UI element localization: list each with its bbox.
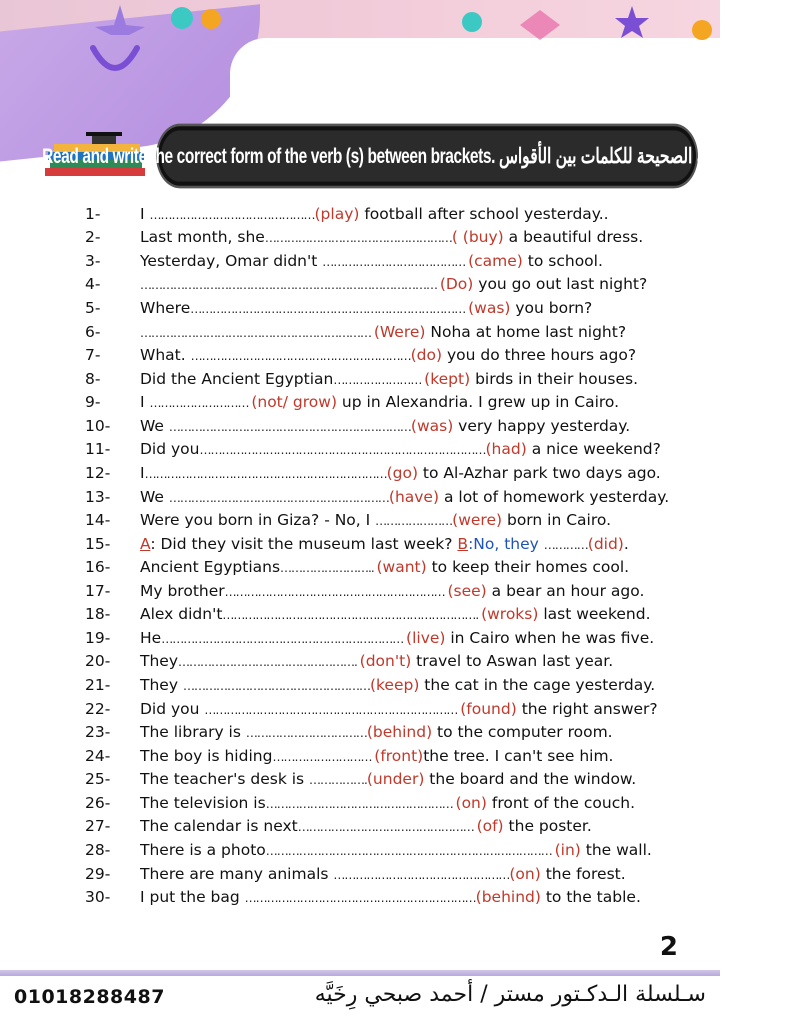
sentence-end: in Cairo when he was five.	[445, 628, 655, 647]
sentence-end: the wall.	[580, 840, 652, 859]
sentence-start: We	[140, 416, 169, 435]
verb-hint: (Were)	[373, 322, 426, 341]
exercise-row	[85, 650, 695, 674]
sentence-start: We	[140, 487, 169, 506]
answer-blank[interactable]: ……………………………………………………………………	[199, 443, 486, 458]
sentence-start: Where	[140, 299, 191, 318]
item-number: 17-	[85, 581, 111, 600]
verb-hint: (behind)	[475, 888, 541, 907]
star-icon	[95, 5, 145, 35]
item-number: 15-	[85, 534, 111, 553]
answer-blank[interactable]: ……………………………………………	[182, 679, 370, 694]
page-number: 2	[659, 932, 678, 962]
answer-blank[interactable]: ……………………………………………	[264, 231, 452, 246]
sentence-end: born in Cairo.	[502, 511, 612, 530]
answer-blank[interactable]: ………………………	[149, 396, 252, 411]
sentence-end: the board and the window.	[424, 770, 637, 789]
verb-hint: (on)	[509, 864, 541, 883]
sentence-start: He	[140, 628, 162, 647]
item-number: 13-	[85, 487, 111, 506]
answer-blank[interactable]: ………………………	[272, 749, 375, 764]
exercise-row	[85, 414, 695, 438]
answer-blank[interactable]: ………………………………………	[149, 207, 315, 222]
exercise-row	[85, 508, 695, 532]
exercise-row	[85, 296, 695, 320]
item-number: 12-	[85, 463, 111, 482]
item-number: 16-	[85, 558, 111, 577]
exercise-row	[85, 532, 695, 556]
item-number: 18-	[85, 605, 111, 624]
speaker-a-label: A	[140, 534, 151, 553]
circle-icon	[690, 18, 714, 42]
item-number: 23-	[85, 723, 111, 742]
sentence-start: There is a photo	[140, 840, 266, 859]
sentence-start: The library is	[140, 723, 246, 742]
exercise-row	[85, 768, 695, 792]
verb-hint: (wroks)	[481, 605, 539, 624]
sentence-start: Alex didn't	[140, 605, 223, 624]
answer-blank[interactable]: …………………………………………………………	[168, 419, 411, 434]
exercise-row	[85, 862, 695, 886]
exercise-row	[85, 343, 695, 367]
sentence-end: to the table.	[540, 888, 641, 907]
verb-hint: (see)	[447, 581, 487, 600]
sentence-start: What.	[140, 346, 191, 365]
answer-blank[interactable]: …………………………………………………………….	[222, 608, 482, 623]
sentence-start: I	[140, 393, 150, 412]
item-number: 21-	[85, 676, 111, 695]
item-number: 29-	[85, 864, 111, 883]
exercise-row	[85, 673, 695, 697]
sentence-start: My brother	[140, 581, 225, 600]
item-number: 5-	[85, 299, 101, 318]
item-number: 4-	[85, 275, 101, 294]
exercise-row	[85, 461, 695, 485]
verb-hint: (keep)	[369, 676, 420, 695]
verb-hint: (live)	[406, 628, 446, 647]
sentence-start: The teacher's desk is	[140, 770, 310, 789]
sentence-start: I put the bag	[140, 888, 245, 907]
sentence-end: very happy yesterday.	[453, 416, 631, 435]
item-number: 24-	[85, 746, 111, 765]
verb-hint: (did)	[587, 534, 624, 553]
sentence-end: the tree. I can't see him.	[423, 746, 614, 765]
circle-icon	[460, 10, 484, 34]
answer-blank[interactable]: ………………………………………………………………………	[140, 278, 440, 293]
question-text: : Did they visit the museum last week?	[150, 534, 458, 553]
sentence-end: last weekend.	[538, 605, 651, 624]
exercise-row	[85, 367, 695, 391]
verb-hint: (in)	[554, 840, 581, 859]
circle-icon	[200, 8, 222, 30]
circle-icon	[170, 6, 194, 30]
sentence-end: to keep their homes cool.	[426, 558, 630, 577]
answer-blank[interactable]: …………………………………………	[333, 867, 510, 882]
item-number: 30-	[85, 888, 111, 907]
exercise-row	[85, 202, 695, 226]
sentence-start: Ancient Egyptians	[140, 558, 281, 577]
exercise-row	[85, 320, 695, 344]
sentence-start: Did the Ancient Egyptian	[140, 369, 334, 388]
exercise-row	[85, 555, 695, 579]
sentence-end: the right answer?	[516, 699, 658, 718]
verb-hint: (had)	[485, 440, 527, 459]
footer	[0, 976, 720, 1019]
sentence-end: to Al-Azhar park two days ago.	[418, 463, 661, 482]
item-number: 26-	[85, 793, 111, 812]
item-number: 7-	[85, 346, 101, 365]
answer-blank[interactable]: ………………………………………………………	[140, 325, 374, 340]
item-number: 25-	[85, 770, 111, 789]
item-number: 20-	[85, 652, 111, 671]
verb-hint: ( (buy)	[451, 228, 504, 247]
sentence-end: front of the couch.	[486, 793, 635, 812]
diamond-icon	[520, 10, 560, 40]
sentence-start: The calendar is next	[140, 817, 298, 836]
verb-hint: (want)	[376, 558, 427, 577]
sentence-end: you go out last night?	[473, 275, 648, 294]
exercise-row	[85, 226, 695, 250]
sentence-end: a bear an hour ago.	[486, 581, 645, 600]
answer-blank[interactable]: …………………………………………………………………	[190, 302, 469, 317]
exercise-row	[85, 697, 695, 721]
verb-hint: (found)	[460, 699, 517, 718]
sentence-end: to the computer room.	[432, 723, 613, 742]
exercise-row	[85, 626, 695, 650]
smile-arc-icon	[85, 40, 145, 80]
sentence-start: The boy is hiding	[140, 746, 273, 765]
sentence-end: you do three hours ago?	[442, 346, 637, 365]
exercise-row	[85, 815, 695, 839]
sentence-start: Were you born in Giza? - No, I	[140, 511, 376, 530]
sentence-end: football after school yesterday..	[359, 204, 609, 223]
verb-hint: (behind)	[366, 723, 433, 742]
speaker-b-label: B	[457, 534, 469, 553]
instruction-header	[40, 132, 812, 182]
item-number: 6-	[85, 322, 101, 341]
sentence-end: a nice weekend?	[526, 440, 661, 459]
verb-hint: (not/ grow)	[251, 393, 337, 412]
item-number: 28-	[85, 840, 111, 859]
exercise-row	[85, 391, 695, 415]
item-number: 14-	[85, 511, 111, 530]
answer-blank[interactable]: ……………………..	[280, 561, 377, 576]
sentence-end: up in Alexandria. I grew up in Cairo.	[337, 393, 620, 412]
answer-text: :No, they	[468, 534, 544, 553]
answer-blank[interactable]: …………………………………………………………	[144, 466, 387, 481]
verb-hint: (on)	[455, 793, 487, 812]
instruction-banner	[42, 126, 812, 185]
sentence-end: .	[623, 534, 629, 553]
sentence-start: Yesterday, Omar didn't	[140, 251, 323, 270]
verb-hint: (kept)	[424, 369, 471, 388]
exercise-row	[85, 603, 695, 627]
sentence-start: I	[140, 204, 150, 223]
answer-blank[interactable]: ……………………………	[245, 726, 367, 741]
answer-blank[interactable]: ……………………………………………………	[190, 349, 411, 364]
sentence-end: travel to Aswan last year.	[411, 652, 614, 671]
item-number: 19-	[85, 628, 111, 647]
exercise-row	[85, 744, 695, 768]
verb-hint: (do)	[410, 346, 443, 365]
verb-hint: (was)	[410, 416, 454, 435]
header-decoration	[0, 0, 720, 130]
sentence-start: I	[140, 463, 145, 482]
item-number: 10-	[85, 416, 111, 435]
author-name: سـلسلة الـدكـتور مستر / أحمد صبحي رِخَيَّه	[314, 982, 706, 1007]
answer-blank[interactable]: …………	[543, 537, 588, 552]
sentence-end: the poster.	[503, 817, 592, 836]
sentence-start: The television is	[140, 793, 266, 812]
sentence-start: There are many animals	[140, 864, 334, 883]
verb-hint: (have)	[388, 487, 440, 506]
answer-blank[interactable]: …………………	[375, 514, 453, 529]
answer-blank[interactable]: ……………………………………………………	[224, 584, 448, 599]
item-number: 1-	[85, 204, 101, 223]
answer-blank[interactable]: ……………………	[333, 372, 425, 387]
item-number: 27-	[85, 817, 111, 836]
answer-blank[interactable]: ……………………………………………………………………	[265, 843, 555, 858]
exercise-row	[85, 838, 695, 862]
sentence-end: a beautiful dress.	[503, 228, 644, 247]
verb-hint: (front)	[374, 746, 424, 765]
verb-hint: (play)	[314, 204, 360, 223]
exercise-row	[85, 485, 695, 509]
answer-blank[interactable]: ……………………………………………………	[168, 490, 389, 505]
verb-hint: (was)	[468, 299, 511, 318]
exercise-row	[85, 720, 695, 744]
sentence-end: Noha at home last night?	[425, 322, 627, 341]
answer-blank[interactable]: …………………………………	[322, 254, 469, 269]
sentence-start: They	[140, 652, 179, 671]
sentence-start: Last month, she	[140, 228, 265, 247]
sentence-start: Did you	[140, 440, 200, 459]
sentence-end: the forest.	[540, 864, 626, 883]
item-number: 9-	[85, 393, 101, 412]
exercise-row	[85, 438, 695, 462]
item-number: 8-	[85, 369, 101, 388]
exercise-row	[85, 885, 695, 909]
answer-blank[interactable]: …………………………………………………………	[161, 631, 407, 646]
verb-hint: (go)	[386, 463, 418, 482]
verb-hint: (came)	[468, 251, 523, 270]
answer-blank[interactable]: ………………………………………………………	[244, 891, 476, 906]
exercise-row	[85, 249, 695, 273]
exercise-row	[85, 579, 695, 603]
sentence-end: you born?	[510, 299, 593, 318]
item-number: 2-	[85, 228, 101, 247]
answer-blank[interactable]: ………………………………………….	[178, 655, 360, 670]
item-number: 22-	[85, 699, 111, 718]
sentence-end: birds in their houses.	[470, 369, 639, 388]
verb-hint: (Do)	[439, 275, 474, 294]
verb-hint: (of)	[476, 817, 504, 836]
instruction-text: Read and write the correct form of the verb (s) between brackets. اقرأ واكتب الصيغة الصحيحة للكلمات بين الأقواس	[42, 144, 812, 168]
verb-hint: (were)	[452, 511, 503, 530]
answer-blank[interactable]: ……………………………………………………………	[204, 702, 461, 717]
answer-blank[interactable]: …………………………………………	[297, 820, 477, 835]
verb-hint: (under)	[366, 770, 425, 789]
sentence-start: Did you	[140, 699, 205, 718]
sentence-end: a lot of homework yesterday.	[439, 487, 670, 506]
verb-hint: (don't)	[359, 652, 412, 671]
sentence-start: They	[140, 676, 183, 695]
item-number: 11-	[85, 440, 111, 459]
answer-blank[interactable]: …………….	[309, 773, 367, 788]
exercise-row	[85, 273, 695, 297]
exercise-list	[85, 202, 695, 909]
exercise-row	[85, 791, 695, 815]
item-number: 3-	[85, 251, 101, 270]
answer-blank[interactable]: ……………………………………………	[265, 796, 456, 811]
star-icon	[615, 6, 649, 38]
sentence-end: to school.	[522, 251, 603, 270]
sentence-end: the cat in the cage yesterday.	[419, 676, 656, 695]
phone-number: 01018288487	[14, 986, 165, 1008]
